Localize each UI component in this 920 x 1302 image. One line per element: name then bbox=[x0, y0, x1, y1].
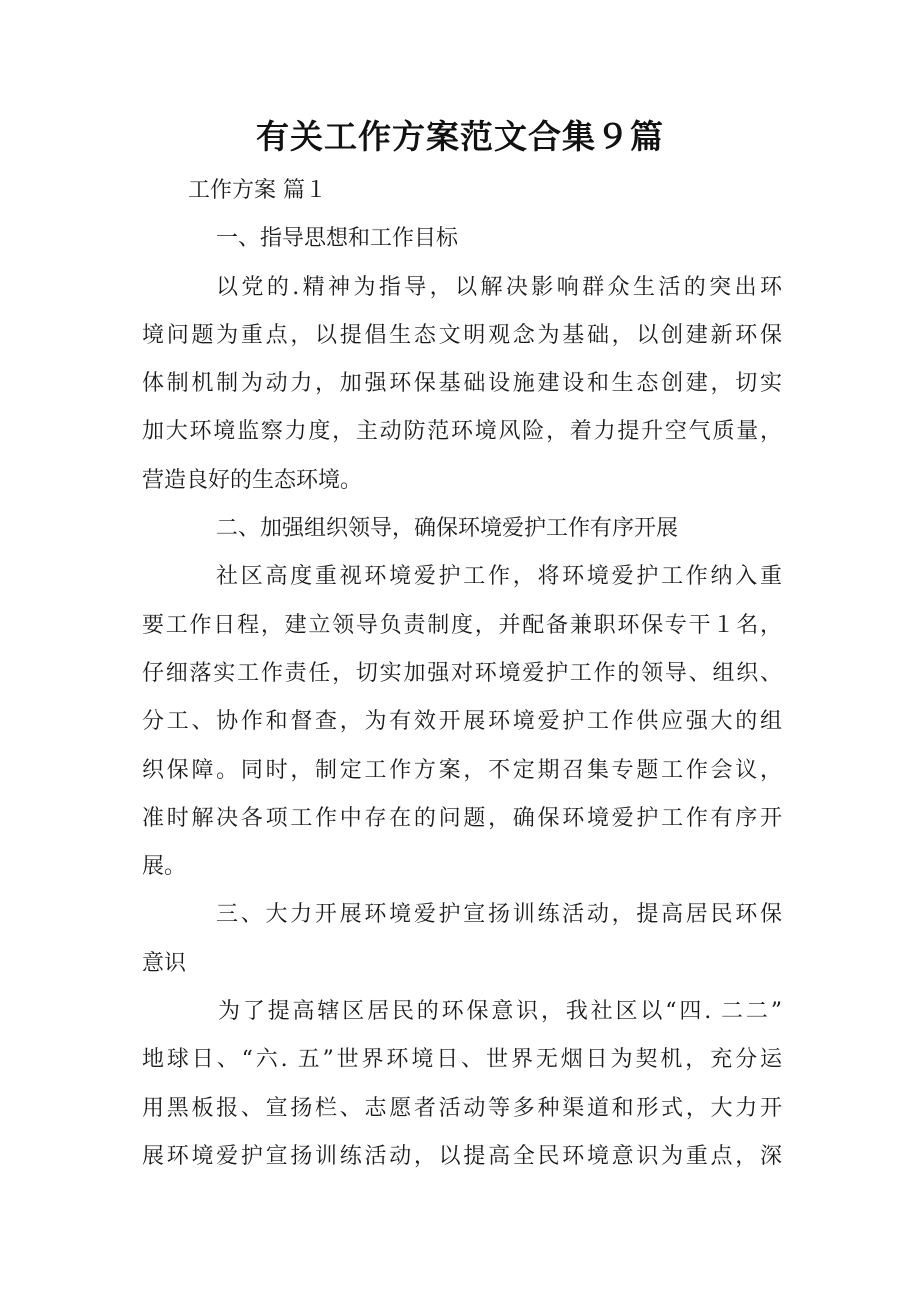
body-line: 境问题为重点，以提倡生态文明观念为基础，以创建新环保 bbox=[142, 322, 782, 348]
body-line: 以党的.精神为指导，以解决影响群众生活的突出环 bbox=[216, 274, 782, 300]
body-line: 织保障。同时，制定工作方案，不定期召集专题工作会议， bbox=[142, 757, 782, 783]
body-line: 展。 bbox=[142, 854, 187, 880]
body-line: 营造良好的生态环境。 bbox=[142, 467, 363, 493]
body-line: 社区高度重视环境爱护工作，将环境爱护工作纳入重 bbox=[216, 564, 782, 590]
heading-3-continued: 意识 bbox=[142, 950, 187, 976]
heading-3: 三、大力开展环境爱护宣扬训练活动，提高居民环保 bbox=[216, 902, 782, 928]
document-body bbox=[142, 167, 782, 1181]
body-line: 分工、协作和督查，为有效开展环境爱护工作供应强大的组 bbox=[142, 709, 782, 735]
body-line: 用黑板报、宣扬栏、志愿者活动等多种渠道和形式，大力开 bbox=[142, 1095, 782, 1121]
body-line: 展环境爱护宣扬训练活动，以提高全民环境意识为重点，深 bbox=[142, 1143, 782, 1169]
body-line: 体制机制为动力，加强环保基础设施建设和生态创建，切实 bbox=[142, 371, 782, 397]
body-line: 要工作日程，建立领导负责制度，并配备兼职环保专干１名， bbox=[142, 612, 782, 638]
body-line: 加大环境监察力度，主动防范环境风险，着力提升空气质量， bbox=[142, 419, 782, 445]
heading-1: 一、指导思想和工作目标 bbox=[216, 226, 459, 252]
body-line: 准时解决各项工作中存在的问题，确保环境爱护工作有序开 bbox=[142, 805, 782, 831]
heading-2: 二、加强组织领导，确保环境爱护工作有序开展 bbox=[216, 516, 679, 542]
body-line: 为了提高辖区居民的环保意识，我社区以“四. 二二” bbox=[218, 999, 782, 1025]
document-title: 有关工作方案范文合集９篇 bbox=[256, 117, 664, 156]
body-line: 地球日、“六. 五”世界环境日、世界无烟日为契机，充分运 bbox=[142, 1047, 782, 1073]
section-label: 工作方案 篇１ bbox=[188, 178, 327, 203]
body-line: 仔细落实工作责任，切实加强对环境爱护工作的领导、组织、 bbox=[142, 660, 782, 686]
